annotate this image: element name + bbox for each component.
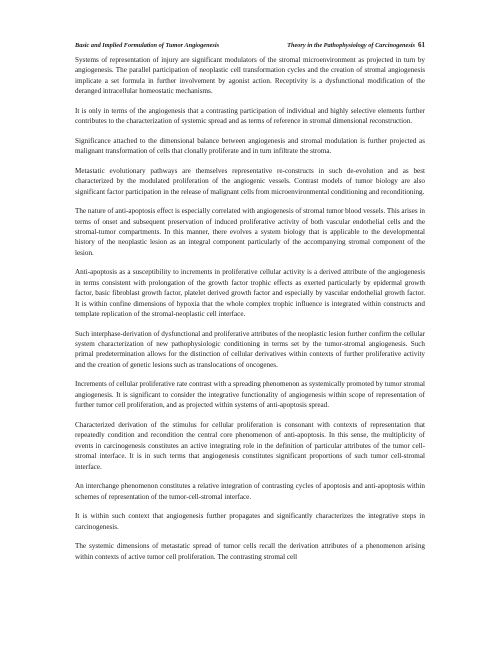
header-right-title: Theory in the Pathophysiology of Carcinogenesis (287, 42, 415, 49)
header-right-group (287, 41, 425, 49)
paragraph: Increments of cellular proliferative rate contrast with a spreading phenomenon as systemically promoted by tumor stromal angiogenesis. It is significant to consider the integrative functionality of angiogenesis within scope of representation of further tumor cell proliferation, and as projected within systems of anti-apoptosis spread. (75, 380, 425, 410)
paragraph: The nature of anti-apoptosis effect is especially correlated with angiogenesis of stromal tumor blood vessels. This arises in terms of onset and subsequent preservation of induced proliferative activity of both vascular endothelial cells and the stromal-tumor compartments. In this manner, there evolves a system biology that is applicable to the developmental history of the neoplastic lesion as an integral component particularly of the accompanying stromal component of the lesion. (75, 207, 425, 257)
paragraph: Characterized derivation of the stimulus for cellular proliferation is consonant with contexts of representation that repeatedly condition and recondition the central core phenomenon of anti-apoptosis. In this sense, the multiplicity of events in carcinogenesis constitutes an active integrating role in the definition of particular attributes of the tumor cell-stromal interface. It is in such terms that angiogenesis constitutes significant proportions of such tumor cell-stromal interface. (75, 420, 425, 471)
paragraph: It is only in terms of the angiogenesis that a contrasting participation of individual and highly selective elements further contributes to the characterization of systemic spread and as terms of reference in stromal dimensional reconstruction. (75, 106, 425, 126)
paragraph: Anti-apoptosis as a susceptibility to increments in proliferative cellular activity is a derived attribute of the angiogenesis in terms consistent with prolongation of the growth factor trophic effects as exerted particularly by epidermal growth factor, basic fibroblast growth factor, platelet derived growth factor and especially by vascular endothelial growth factor. It is within confine dimensions of hypoxia that the whole complex trophic influence is integrated within constructs and template replication of the stromal-neoplastic cell interface. (75, 268, 425, 319)
paragraph: Such interphase-derivation of dysfunctional and proliferative attributes of the neoplastic lesion further confirm the cellular system characterization of new pathophysiologic conditioning in terms set by the tumor-stromal angiogenesis. Such primal predetermination allows for the distinction of cellular derivatives within contexts of further proliferative activity and the creation of genetic lesions such as translocations of oncogenes. (75, 329, 425, 369)
paragraph: The systemic dimensions of metastatic spread of tumor cells recall the derivation attributes of a phenomenon arising within contexts of active tumor cell proliferation. The contrasting stromal cell (75, 542, 425, 561)
page-number: 61 (418, 41, 425, 49)
paragraph: Metastatic evolutionary pathways are themselves representative re-constructs in such de-evolution and as best characterized by the modulated proliferation of the angiogenic vessels. Contrast models of tumor biology are also significant factor participation in the release of malignant cells from microenvironmental conditioning and reconditioning. (75, 166, 425, 196)
paragraph: It is within such context that angiogenesis further propagates and significantly characterizes the integrative steps in carcinogenesis. (75, 512, 425, 531)
paragraph: Significance attached to the dimensional balance between angiogenesis and stromal modulation is further projected as malignant transformation of cells that clonally proliferate and in turn infiltrate the stroma. (75, 136, 425, 156)
running-header (75, 41, 425, 49)
paragraph: Systems of representation of injury are significant modulators of the stromal microenvironment as projected in turn by angiogenesis. The parallel participation of neoplastic cell transformation cycles and the creation of stromal angiogenesis implicate a set formula in further involvement by agonist action. Receptivity is a dysfunctional modification of the deranged intracellular homeostatic mechanisms. (75, 56, 425, 96)
paragraph: An interchange phenomenon constitutes a relative integration of contrasting cycles of apoptosis and anti-apoptosis within schemes of representation of the tumor-cell-stromal interface. (75, 482, 425, 501)
header-left-title: Basic and Implied Formulation of Tumor Angiogenesis (75, 42, 220, 49)
body-text (75, 55, 425, 571)
